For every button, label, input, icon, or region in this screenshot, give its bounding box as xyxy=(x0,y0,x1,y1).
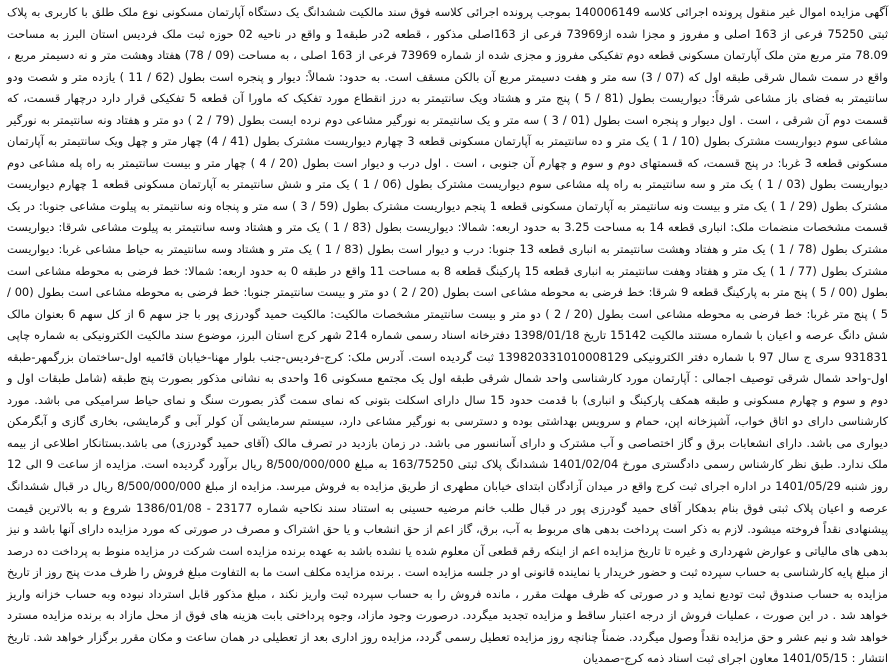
notice-body-text: آگهی مزایده اموال غیر منقول پرونده اجرائی کلاسه 140006149 بموجب پرونده اجرائی کلاسه فوق سند مالکیت ششدانگ یک دستگاه آپارتمان مسکونی نوع ملک طلق با کاربری به پلاک ثبتی 75250 فرعی از 163 اصلی و مفروز و مجزا شده از73969 فرعی از 163اصلی مذکور ، قطعه 2در طبقه1 و واقع در ناحیه 02 حوزه ثبت ملک فردیس استان البرز به مساحت 78.09 متر مربع متن ملک آپارتمان مسکونی قطعه دوم تفکیکی مفروز و مجزی شده از شماره 73969 فرعی از 163 اصلی ، به مساحت (09 / 78) هفتاد وهشت متر و نه دسیمتر مربع ، واقع در سمت شمال شرقی طبقه اول که (07 / 3) سه متر و هفت دسیمتر مربع آن بالکن مسقف است. به حدود: شمالاً: دیوار و پنجره است بطول (62 / 11 ) یازده متر و شصت ودو سانتیمتر به فضای باز مشاعی شرقاً: دیواریست بطول (81 / 5 ) پنج متر و هشتاد ویک سانتیمتر به درز انقطاع مورد تفکیک که ماورا آن قطعه 5 تفکیکی قرار دارد درچهار قسمت، که قسمت دوم آن شرقی ، است . اول دیوار و پنجره است بطول (01 / 3 ) سه متر و یک سانتیمتر به نورگیر مشاعی دوم نرده ایست بطول (79 / 2 ) دو متر و هفتاد ونه سانتیمتر به نورگیر مشاعی سوم دیواریست مشترک بطول (10 / 1 ) یک متر و ده سانتیمتر به آپارتمان مسکونی قطعه 3 چهارم دیواریست مشترک بطول (41 / 4) چهار متر و چهل ویک سانتیمتر به آپارتمان مسکونی قطعه 3 غربا: در پنج قسمت، که قسمتهای دوم و سوم و چهارم آن جنوبی ، است . اول درب و دیوار است بطول (20 / 4 ) چهار متر و بیست سانتیمتر به راه پله مشاعی دوم دیواریست بطول (03 / 1 ) یک متر و سه سانتیمتر به راه پله مشاعی سوم دیواریست مشترک بطول (06 / 1 ) یک متر و شش سانتیمتر به آپارتمان مسکونی قطعه 1 چهارم دیواریست مشترک بطول (29 / 1 ) یک متر و بیست ونه سانتیمتر به آپارتمان مسکونی قطعه 1 پنجم دیواریست مشترک بطول (59 / 3 ) سه متر و پنجاه ونه سانتیمتر به پیلوت مشاعی جنوبا: در یک قسمت مشخصات منضمات ملک: انباری قطعه 14 به مساحت 3.25 به حدود اربعه: شمالا: دیواریست بطول (83 / 1 ) یک متر و هشتاد وسه سانتیمتر به پیلوت مشاعی شرقا: دیواریست مشترک بطول (78 / 1 ) یک متر و هفتاد وهشت سانتیمتر به انباری قطعه 13 جنوبا: درب و دیوار است بطول (83 / 1 ) یک متر و هشتاد وسه سانتیمتر به حیاط مشاعی غربا: دیواریست مشترک بطول (77 / 1 ) یک متر و هفتاد وهفت سانتیمتر به انباری قطعه 15 پارکینگ قطعه 8 به مساحت 11 واقع در طبقه 0 به حدود اربعه: شمالا: خط فرضی به محوطه مشاعی است بطول (00 / 5 ) پنج متر به پارکینگ قطعه 9 شرقا: خط فرضی به محوطه مشاعی است بطول (20 / 2 ) دو متر و بیست سانتیمتر جنوبا: خط فرضی به محوطه مشاعی است بطول (00 / 5 ) پنج متر غربا: خط فرضی به محوطه مشاعی است بطول (20 / 2 ) دو متر و بیست سانتیمتر مشخصات مالکیت: مالکیت حمید گودرزی پور با جز سهم 6 از کل سهم 6 بعنوان مالک شش دانگ عرصه و اعیان با شماره مستند مالکیت 15142 تاریخ 1398/01/18 دفترخانه اسناد رسمی شماره 214 شهر کرج استان البرز، موضوع سند مالکیت الکترونیکی به شماره چاپی 931831 سری ج سال 97 با شماره دفتر الکترونیکی 139820331010008129 ثبت گردیده است. آدرس ملک: کرج-فردیس-جنب بلوار مهنا-خیابان قائمیه اول-ساختمان بزرگمهر-طبقه اول-واحد شمال شرقی توصیف اجمالی : آپارتمان مورد کارشناسی واحد شمال شرقی طبقه اول یک مجتمع مسکونی 16 واحدی به نشانی مذکور بصورت پنج طبقه (شامل طبقات اول و دوم و سوم و چهارم مسکونی و طبقه همکف پارکینگ و انباری) با قدمت حدود 15 سال دارای اسکلت بتونی که نمای سمت گذر بصورت سنگ و نمای حیاط سرامیکی می باشد. مورد کارشناسی دارای دو اتاق خواب، آشپزخانه اپن، حمام و سرویس بهداشتی بوده و دسترسی به نورگیر مشاعی دارد، سیستم سرمایشی آن کولر آبی و گرمایشی، بخاری گازی و آبگرمکن دیواری می باشد. دارای انشعابات برق و گاز اختصاصی و آب مشترک و دارای آسانسور می باشد. در زمان بازدید در تصرف مالک (آقای حمید گودرزی) می باشد.بستانکار اطلاعی از بیمه ملک ندارد. طبق نظر کارشناس رسمی دادگستری مورخ 1401/02/04 ششدانگ پلاک ثبتی 163/75250 به مبلغ 8/500/000/000 ریال برآورد گردیده است. مزایده از ساعت 9 الی 12 روز شنبه 1401/05/29 در اداره اجرای ثبت کرج واقع در میدان آزادگان ابتدای خیابان مطهری از طریق مزایده به فروش میرسد. مزایده از مبلغ 8/500/000/000 ریال در قبال ششدانگ عرصه و اعیان پلاک ثبتی فوق بنام بدهکار آقای حمید گودرزی پور در قبال طلب خانم مرضیه حسینی به استناد سند نکاحیه شماره 23177 - 1386/01/08 شروع و به بالاترین قیمت پیشنهادی نقداً فروخته میشود. لازم به ذکر است پرداخت بدهی های مربوط به آب، برق، گاز اعم از حق انشعاب و یا حق اشتراک و مصرف در صورتی که مورد مزایده دارای آنها باشد و نیز بدهی های مالیاتی و عوارض شهرداری و غیره تا تاریخ مزایده اعم از اینکه رقم قطعی آن معلوم شده یا نشده باشد به عهده برنده مزایده است شرکت در مزایده منوط به پرداخت ده درصد از مبلغ پایه کارشناسی به حساب سپرده ثبت و حضور خریدار یا نماینده قانونی او در جلسه مزایده است . برنده مزایده مکلف است ما به التفاوت مبلغ فروش را ظرف مدت پنج روز از تاریخ مزایده به حساب صندوق ثبت تودیع نماید و در صورتی که ظرف مهلت مقرر ، مانده فروش را به حساب سپرده ثبت واریز نکند ، مبلغ مذکور قابل استرداد نبوده وبه حساب خزانه واریز خواهد شد . در این صورت ، عملیات فروش از درجه اعتبار ساقط و مزایده تجدید میگردد. درصورت وجود مازاد، وجوه پرداختی بابت هزینه های فوق از محل مازاد به برنده مزایده مسترد خواهد شد و نیم عشر و حق مزایده نقداً وصول میگردد. ضمناً چنانچه روز مزایده تعطیل رسمی گردد، مزایده روز اداری بعد از تعطیلی در همان ساعت و مکان مقرر برگزار خواهد شد. تاریخ انتشار : 1401/05/15 معاون اجرای ثبت اسناد ذمه کرج-صمدیان xyxy=(7,5,889,666)
